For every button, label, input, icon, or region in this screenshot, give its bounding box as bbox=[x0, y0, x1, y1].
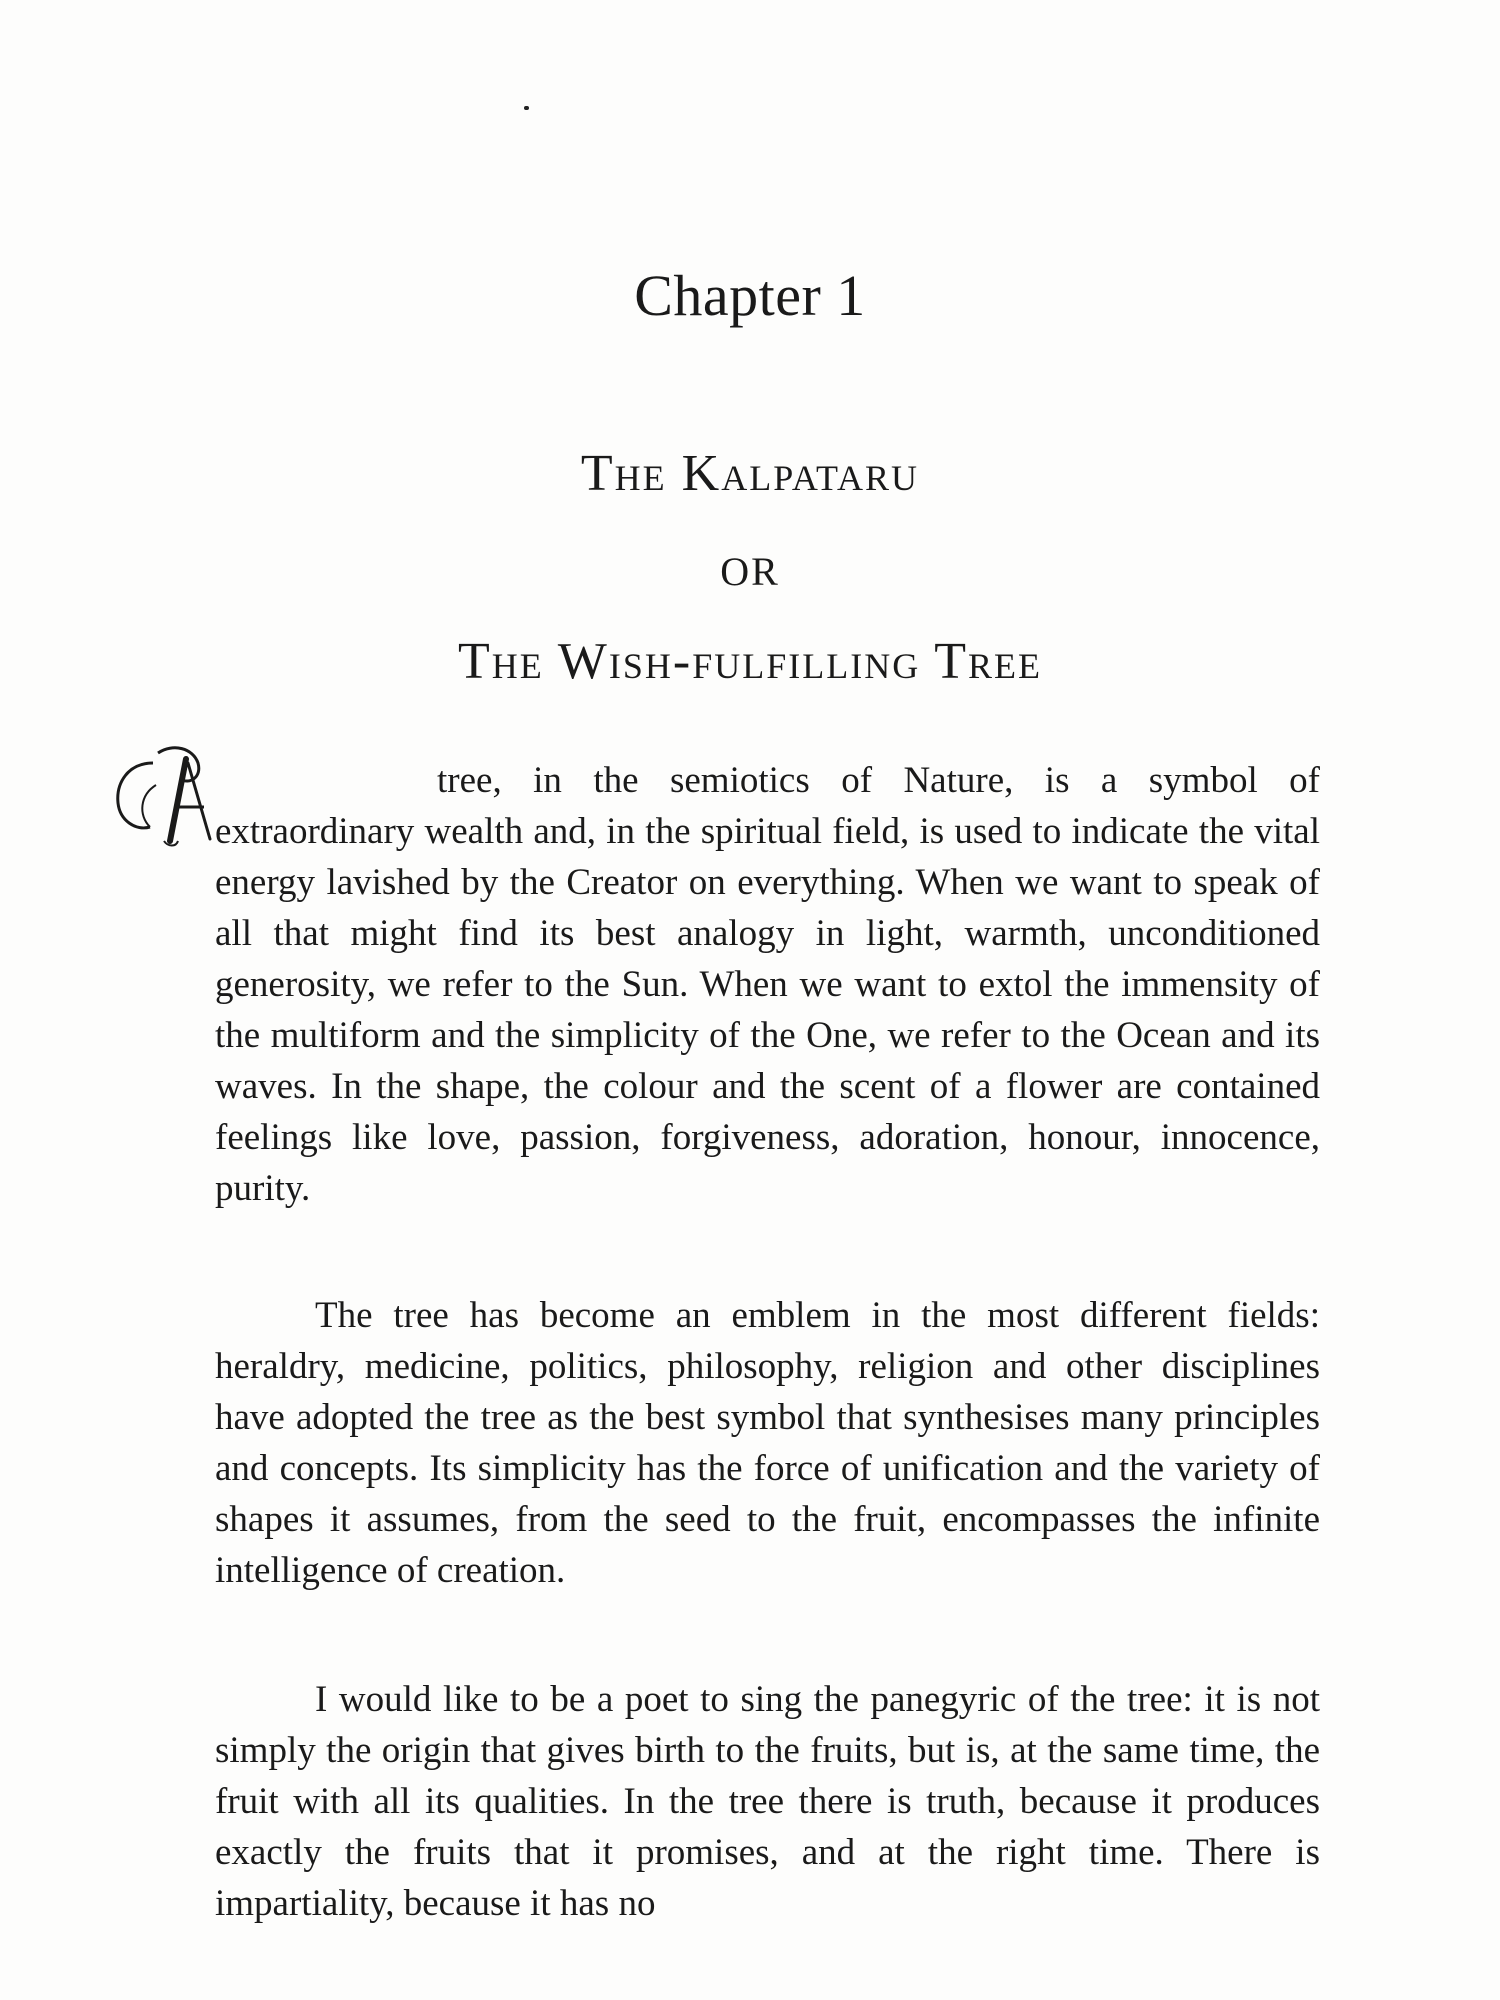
paragraph-1 bbox=[215, 755, 1320, 1214]
paragraph-2: The tree has become an emblem in the most different fields: heraldry, medicine, politics, philosophy, religion and other disciplines have adopted the tree as the best symbol that synthesises many principles and concepts. Its simplicity has the force of unification and the variety of shapes it assumes, from the seed to the fruit, encompasses the infinite intelligence of creation. bbox=[215, 1295, 1320, 1591]
print-speck bbox=[524, 106, 529, 110]
heading-or: OR bbox=[720, 549, 780, 594]
paragraph-1-text: extraordinary wealth and, in the spiritual field, is used to indicate the vital energy lavished by the Creator on everything. When we want to speak of all that might find its best analogy in light, warmth, unconditioned generosity, we refer to the Sun. When we want to extol the immensity of the multiform and the simplicity of the One, we refer to the Ocean and its waves. In the shape, the colour and the scent of a flower are contained feelings like love, passion, forgiveness, adoration, honour, innocence, purity. bbox=[215, 811, 1320, 1209]
chapter-title: Chapter 1 bbox=[634, 263, 866, 328]
drop-cap-letter: A bbox=[158, 807, 159, 808]
paragraph-3: I would like to be a poet to sing the panegyric of the tree: it is not simply the origin that gives birth to the fruits, but is, at the same time, the fruit with all its qualities. In the tree there is truth, because it produces exactly the fruits that it promises, and at the right time. There is impartiality, because it has no bbox=[215, 1679, 1320, 1924]
paragraph-1-first-line: tree, in the semiotics of Nature, is a symbol of bbox=[437, 760, 1320, 801]
heading-line-1: The Kalpataru bbox=[580, 445, 920, 502]
drop-cap-ornament bbox=[98, 723, 228, 853]
heading-line-2: The Wish-fulfilling Tree bbox=[457, 633, 1043, 690]
